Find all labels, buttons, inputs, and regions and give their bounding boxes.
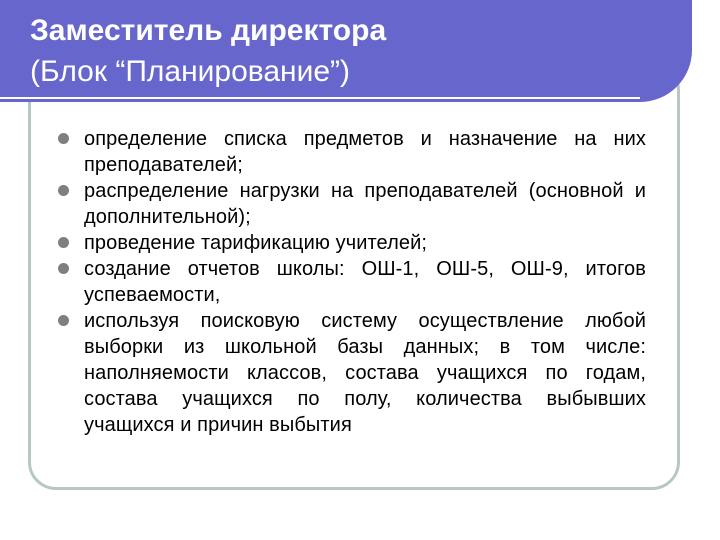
bullet-dot-icon bbox=[58, 185, 69, 196]
bullet-text: определение списка предметов и назначение на них преподавателей; bbox=[84, 128, 646, 176]
bullet-text: распределение нагрузки на преподавателей (основной и дополнительной); bbox=[84, 180, 646, 228]
bullet-list bbox=[54, 126, 646, 438]
slide-title bbox=[30, 10, 650, 92]
bullet-text: используя поисковую систему осуществление любой выборки из школьной базы данных; в том числе: наполняемости классов, состава учащихся по годам, состава учащихся по полу, количества выбывших учащихся и причин выбытия bbox=[84, 310, 646, 436]
bullet-text: проведение тарификацию учителей; bbox=[84, 232, 428, 254]
bullet-item bbox=[54, 230, 646, 256]
bullet-text: создание отчетов школы: ОШ-1, ОШ-5, ОШ-9, итогов успеваемости, bbox=[84, 258, 646, 306]
bullet-item bbox=[54, 308, 646, 438]
bullet-dot-icon bbox=[58, 263, 69, 274]
bullet-item bbox=[54, 126, 646, 178]
title-line-1: Заместитель директора bbox=[30, 14, 387, 47]
bullet-item bbox=[54, 178, 646, 230]
title-underline bbox=[0, 97, 640, 99]
bullet-dot-icon bbox=[58, 315, 69, 326]
bullet-dot-icon bbox=[58, 237, 69, 248]
title-line-2: (Блок “Планирование”) bbox=[30, 55, 351, 88]
bullet-dot-icon bbox=[58, 133, 69, 144]
bullet-item bbox=[54, 256, 646, 308]
